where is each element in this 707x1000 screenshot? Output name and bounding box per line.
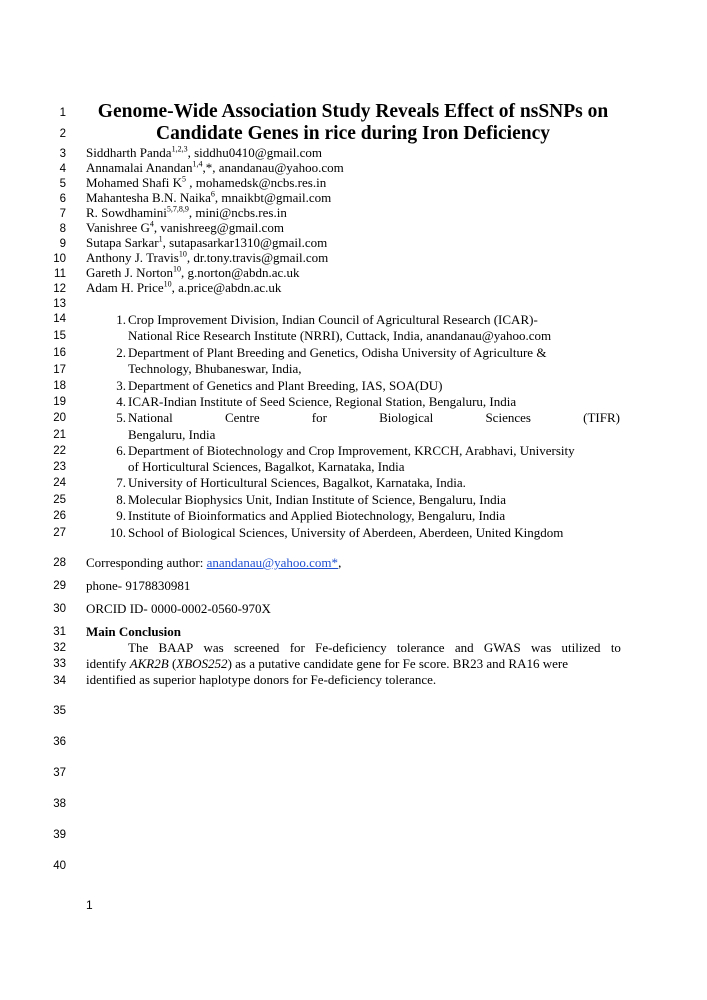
line-number: 6 xyxy=(59,193,66,205)
affiliation-number: 9. xyxy=(116,508,126,523)
affiliation-text: University of Horticultural Sciences, Bagalkot, Karnataka, India. xyxy=(128,475,466,490)
line-number: 26 xyxy=(53,510,66,522)
line-number: 23 xyxy=(53,461,66,473)
line-number: 34 xyxy=(53,675,66,687)
line-number: 11 xyxy=(54,268,66,280)
affiliation-text: Crop Improvement Division, Indian Council of Agricultural Research (ICAR)- xyxy=(128,312,538,327)
line-number: 29 xyxy=(53,580,66,592)
affiliation-text-continued: Technology, Bhubaneswar, India, xyxy=(128,361,302,376)
author-name: Gareth J. Norton xyxy=(86,265,174,280)
affiliation-superscript: 1,2,3 xyxy=(171,144,188,154)
affiliation-superscript: 5,7,8,9 xyxy=(166,204,189,214)
corresponding-label: Corresponding author: xyxy=(86,555,207,570)
author-email: , a.price@abdn.ac.uk xyxy=(171,280,282,295)
line-number: 9 xyxy=(59,238,66,250)
author-line xyxy=(86,235,327,250)
main-conclusion-heading: Main Conclusion xyxy=(86,624,181,639)
line-number: 25 xyxy=(53,494,66,506)
author-email: , sutapasarkar1310@gmail.com xyxy=(162,235,328,250)
line-number: 7 xyxy=(59,208,66,220)
author-email: , g.norton@abdn.ac.uk xyxy=(181,265,300,280)
author-line xyxy=(86,145,322,160)
author-name: Siddharth Panda xyxy=(86,145,172,160)
line-number: 14 xyxy=(53,313,66,325)
gene-akr2b: AKR2B xyxy=(129,656,169,671)
page-number: 1 xyxy=(86,898,93,912)
line-number: 38 xyxy=(53,798,66,810)
author-email: , dr.tony.travis@gmail.com xyxy=(186,250,329,265)
author-email: ,*, anandanau@yahoo.com xyxy=(202,160,344,175)
author-name: Anthony J. Travis xyxy=(86,250,179,265)
author-line xyxy=(86,250,328,265)
line-number: 36 xyxy=(53,736,66,748)
affiliation-superscript: 1,4 xyxy=(192,159,203,169)
line-number: 37 xyxy=(53,767,66,779)
author-email: , siddhu0410@gmail.com xyxy=(187,145,322,160)
line-number: 20 xyxy=(53,412,66,424)
line-number: 4 xyxy=(59,163,66,175)
line-number: 13 xyxy=(53,298,66,310)
corresponding-email-link[interactable]: anandanau@yahoo.com* xyxy=(206,555,339,570)
line-number: 19 xyxy=(53,396,66,408)
affiliation-number: 4. xyxy=(116,394,126,409)
author-email: , vanishreeg@gmail.com xyxy=(153,220,284,235)
affiliation-number: 8. xyxy=(116,492,126,507)
author-email: , mini@ncbs.res.in xyxy=(188,205,287,220)
line-number: 2 xyxy=(59,128,66,140)
affiliation-text: Department of Biotechnology and Crop Improvement, KRCCH, Arabhavi, University xyxy=(128,443,575,458)
affiliation-text-continued: of Horticultural Sciences, Bagalkot, Karnataka, India xyxy=(128,459,405,474)
author-line xyxy=(86,175,326,190)
affiliation-superscript: 4 xyxy=(149,219,154,229)
main-conclusion-line-1: The BAAP was screened for Fe-deficiency tolerance and GWAS was utilized to xyxy=(128,640,621,655)
line-number: 27 xyxy=(53,527,66,539)
line-number: 30 xyxy=(53,603,66,615)
orcid: ORCID ID- 0000-0002-0560-970X xyxy=(86,601,271,616)
line-number: 5 xyxy=(59,178,66,190)
author-line xyxy=(86,265,300,280)
corresponding-author: Corresponding author: anandanau@yahoo.com*, xyxy=(86,555,342,570)
affiliation-text: Molecular Biophysics Unit, Indian Institute of Science, Bengaluru, India xyxy=(128,492,506,507)
affiliation-number: 7. xyxy=(116,475,126,490)
affiliation-superscript: 5 xyxy=(182,174,187,184)
author-line xyxy=(86,220,284,235)
author-email: , mnaikbt@gmail.com xyxy=(214,190,332,205)
line-number: 39 xyxy=(53,829,66,841)
line-number: 24 xyxy=(53,477,66,489)
author-name: Adam H. Price xyxy=(86,280,164,295)
line-number: 28 xyxy=(53,557,66,569)
line-number: 3 xyxy=(59,148,66,160)
affiliation-number: 3. xyxy=(116,378,126,393)
affiliation-number: 10. xyxy=(109,525,126,540)
affiliation-number: 6. xyxy=(116,443,126,458)
affiliation-text: Institute of Bioinformatics and Applied Biotechnology, Bengaluru, India xyxy=(128,508,506,523)
affiliation-text: ICAR-Indian Institute of Seed Science, Regional Station, Bengaluru, India xyxy=(128,394,517,409)
line-number: 15 xyxy=(53,330,66,342)
affiliation-text-continued: National Rice Research Institute (NRRI), Cuttack, India, anandanau@yahoo.com xyxy=(128,328,552,343)
gene-xbos252: XBOS252 xyxy=(176,656,228,671)
author-email: , mohamedsk@ncbs.res.in xyxy=(186,175,327,190)
author-name: Sutapa Sarkar xyxy=(86,235,159,250)
affiliation-superscript: 1 xyxy=(158,234,163,244)
line-number: 32 xyxy=(53,642,66,654)
main-conclusion-line-3: identified as superior haplotype donors for Fe-deficiency tolerance. xyxy=(86,672,437,687)
affiliation-number: 5. xyxy=(116,410,126,425)
affiliation-superscript: 6 xyxy=(210,189,215,199)
line-number: 18 xyxy=(53,380,66,392)
affiliation-text: Department of Plant Breeding and Genetics, Odisha University of Agriculture & xyxy=(128,345,547,360)
author-name: Mohamed Shafi K xyxy=(86,175,183,190)
line-number: 40 xyxy=(53,860,66,872)
line-number: 22 xyxy=(53,445,66,457)
line-number: 1 xyxy=(59,107,66,119)
line-number: 12 xyxy=(53,283,66,295)
affiliation-text: School of Biological Sciences, University of Aberdeen, Aberdeen, United Kingdom xyxy=(128,525,564,540)
line-number: 10 xyxy=(53,253,66,265)
author-line xyxy=(86,190,331,205)
line-number: 16 xyxy=(53,347,66,359)
title-line-2: Candidate Genes in rice during Iron Deficiency xyxy=(156,123,550,144)
affiliation-text: Department of Genetics and Plant Breeding, IAS, SOA(DU) xyxy=(128,378,443,393)
phone: phone- 9178830981 xyxy=(86,578,191,593)
author-line xyxy=(86,160,344,175)
author-name: Annamalai Anandan xyxy=(86,160,193,175)
line-number: 35 xyxy=(53,705,66,717)
title-line-1: Genome-Wide Association Study Reveals Effect of nsSNPs on xyxy=(97,101,609,122)
main-conclusion-line-2: identify AKR2B (XBOS252) as a putative candidate gene for Fe score. BR23 and RA16 were xyxy=(86,656,568,671)
line-number: 33 xyxy=(53,658,66,670)
author-name: Mahantesha B.N. Naika xyxy=(86,190,211,205)
line-number: 17 xyxy=(53,364,66,376)
author-line xyxy=(86,205,287,220)
author-name: R. Sowdhamini xyxy=(86,205,167,220)
line-number: 31 xyxy=(53,626,66,638)
affiliation-superscript: 10 xyxy=(163,279,172,289)
affiliation-number: 1. xyxy=(116,312,126,327)
affiliation-text-continued: Bengaluru, India xyxy=(128,427,216,442)
line-number: 8 xyxy=(59,223,66,235)
affiliation-number: 2. xyxy=(116,345,126,360)
line-number: 21 xyxy=(53,429,66,441)
affiliation-superscript: 10 xyxy=(178,249,187,259)
author-line xyxy=(86,280,281,295)
author-name: Vanishree G xyxy=(86,220,150,235)
affiliation-text: National Centre for Biological Sciences (TIFR) xyxy=(128,410,620,425)
affiliation-superscript: 10 xyxy=(173,264,182,274)
